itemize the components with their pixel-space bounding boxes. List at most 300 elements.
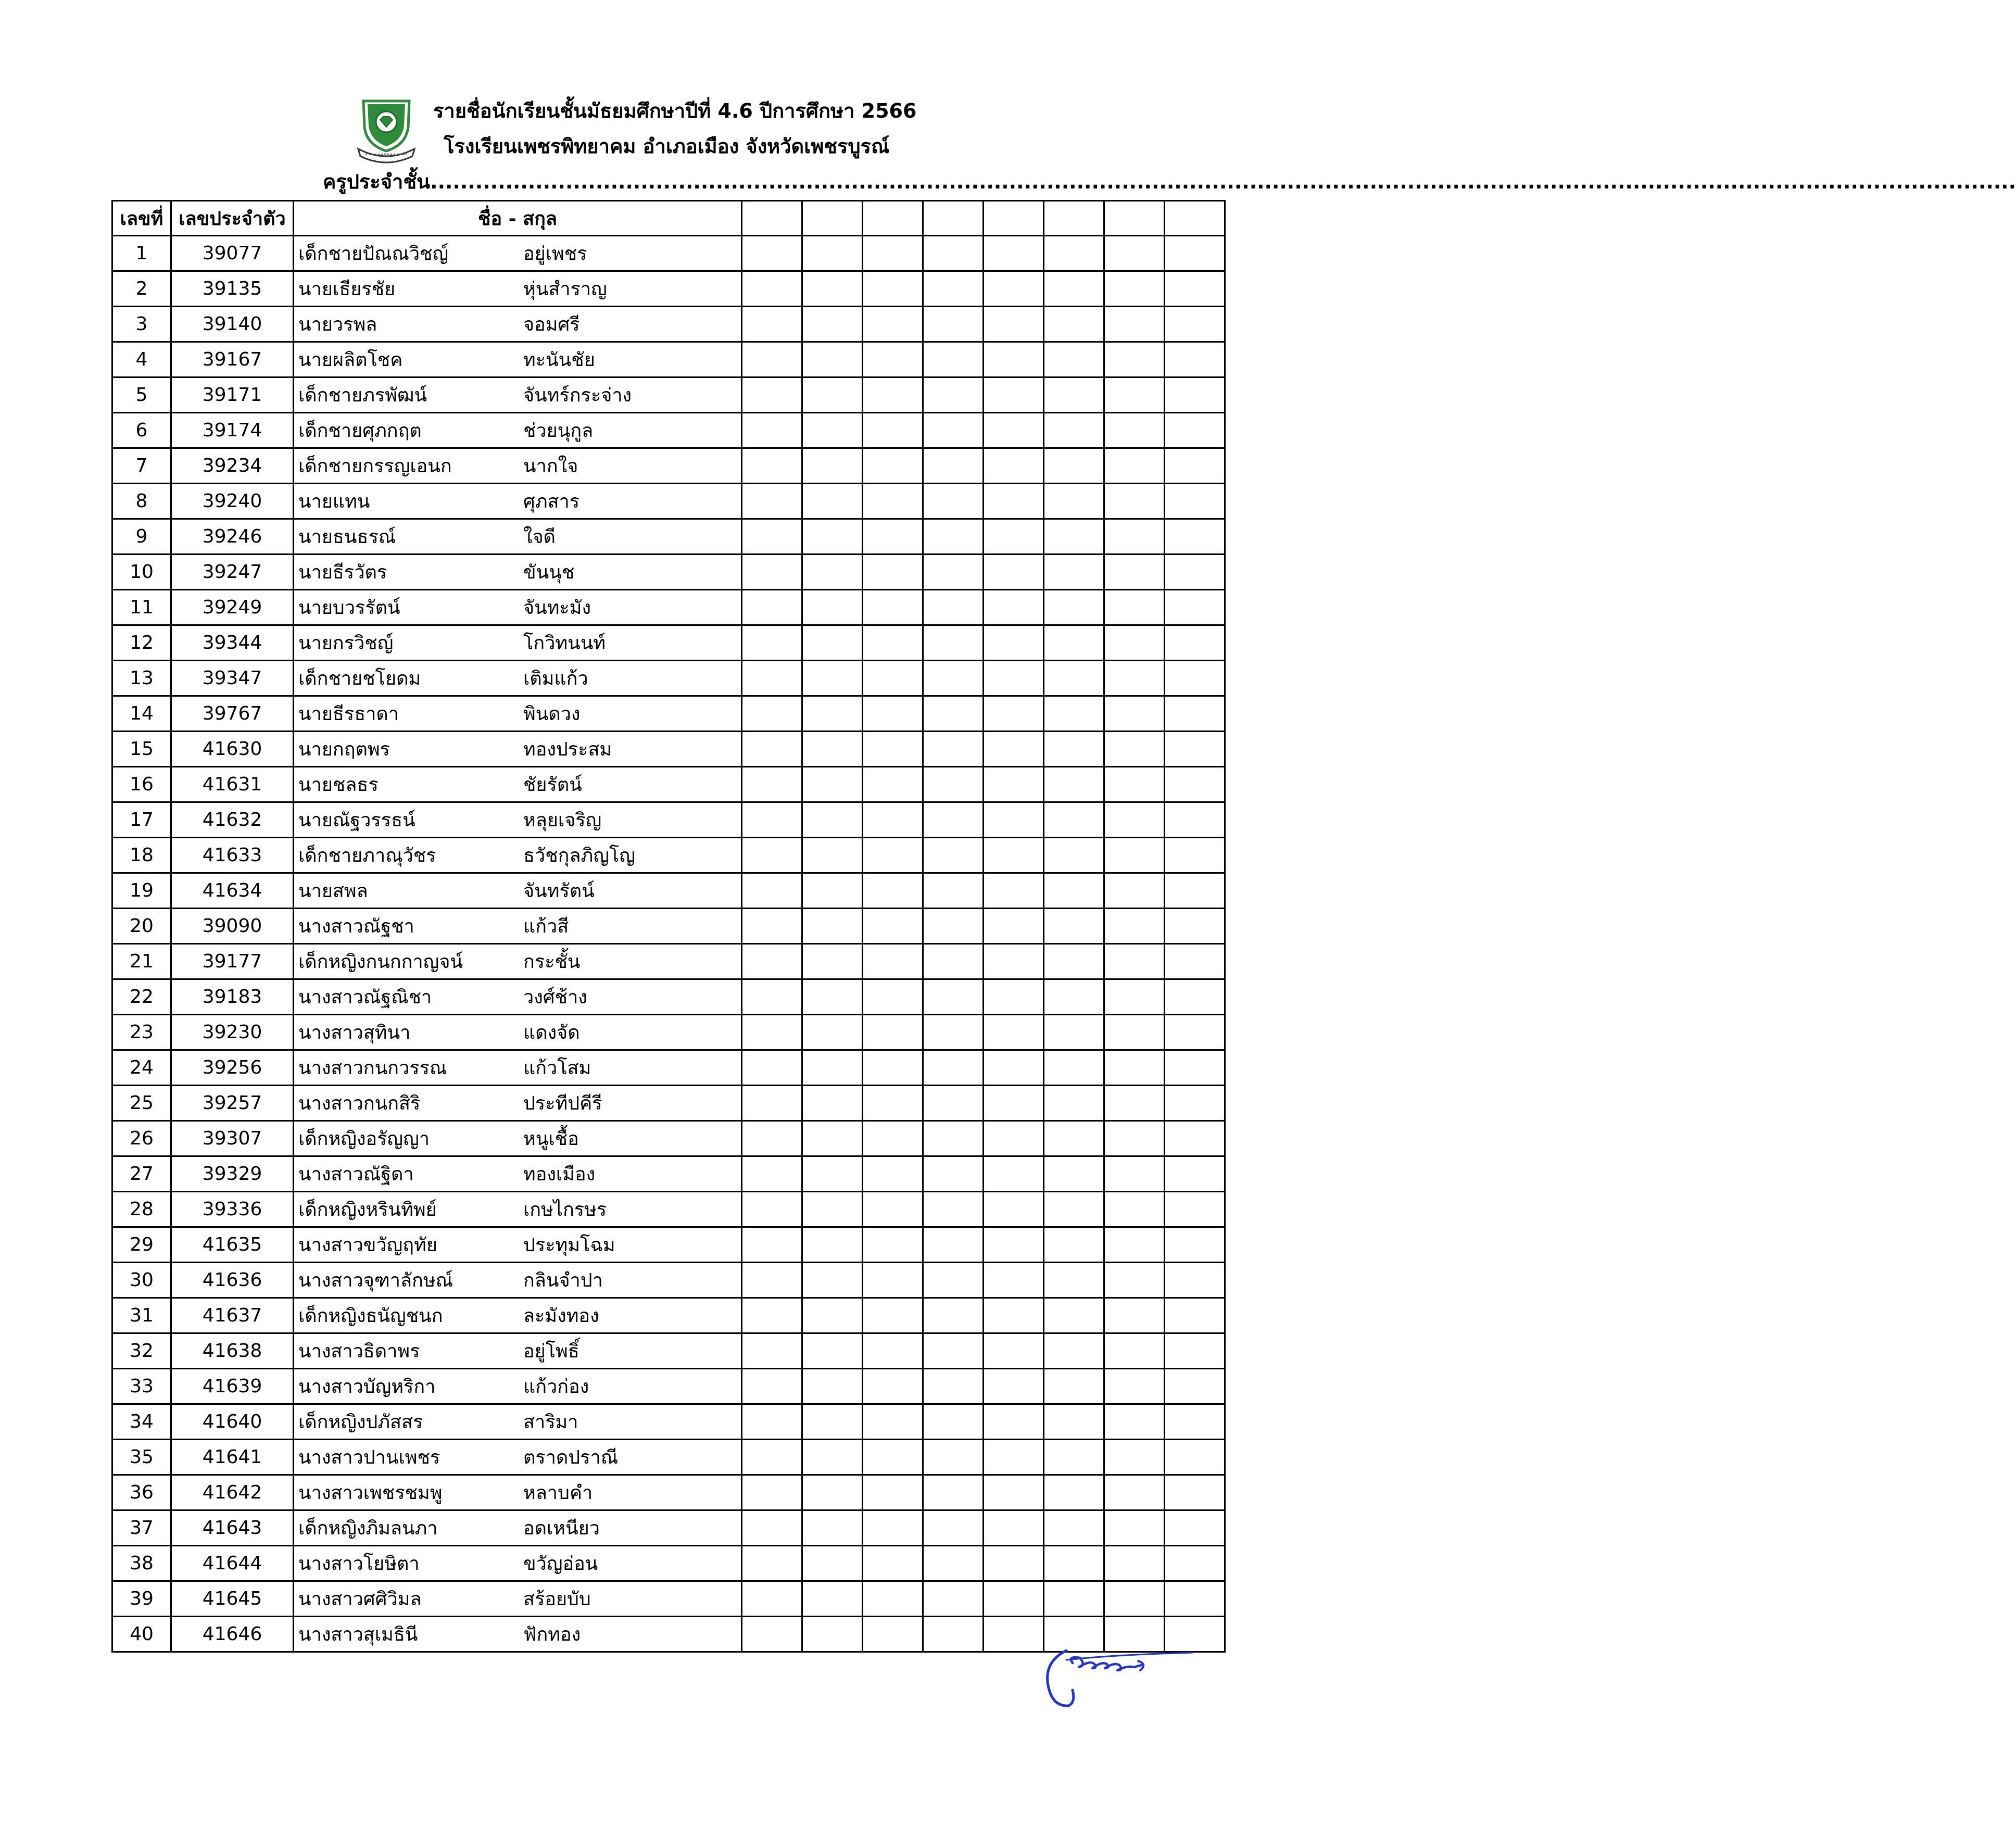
blank-cell <box>923 1050 984 1086</box>
blank-cell <box>742 873 802 909</box>
blank-cell <box>923 873 984 909</box>
student-name <box>294 1050 742 1086</box>
student-name <box>294 413 742 448</box>
blank-cell <box>1044 236 1104 271</box>
blank-cell <box>1044 413 1104 448</box>
blank-cell <box>1044 838 1104 873</box>
blank-cell <box>802 802 863 838</box>
student-id: 41646 <box>171 1617 294 1652</box>
blank-cell <box>1044 307 1104 342</box>
table-row <box>112 236 1225 271</box>
student-name <box>294 1298 742 1333</box>
header-student-id: เลขประจำตัว <box>171 201 294 236</box>
blank-cell <box>802 1333 863 1369</box>
blank-cell <box>984 1050 1044 1086</box>
blank-cell <box>802 1617 863 1652</box>
student-name <box>294 1440 742 1475</box>
table-row <box>112 661 1225 696</box>
student-id: 41631 <box>171 767 294 802</box>
blank-cell <box>1044 1475 1104 1510</box>
blank-cell <box>923 377 984 413</box>
student-id: 39135 <box>171 271 294 307</box>
student-name <box>294 1581 742 1617</box>
row-number: 30 <box>112 1263 171 1298</box>
last-name: หุ่นสำราญ <box>523 279 607 300</box>
student-name <box>294 555 742 590</box>
table-row <box>112 1333 1225 1369</box>
blank-cell <box>802 1121 863 1156</box>
student-name <box>294 802 742 838</box>
student-id: 39090 <box>171 909 294 944</box>
blank-cell <box>1165 1369 1225 1404</box>
blank-cell <box>1104 1333 1165 1369</box>
student-id: 41633 <box>171 838 294 873</box>
last-name: โกวิทนนท์ <box>523 633 606 654</box>
last-name: สาริมา <box>523 1412 578 1433</box>
blank-cell <box>923 555 984 590</box>
blank-cell <box>802 590 863 625</box>
row-number: 25 <box>112 1086 171 1121</box>
row-number: 10 <box>112 555 171 590</box>
last-name: แก้วสี <box>523 916 569 937</box>
first-name: เด็กหญิงอรัญญา <box>298 1128 430 1150</box>
blank-cell <box>1044 1263 1104 1298</box>
student-name <box>294 1263 742 1298</box>
blank-cell <box>1165 342 1225 377</box>
table-row <box>112 555 1225 590</box>
blank-cell <box>923 1581 984 1617</box>
first-name: นายธีรธาดา <box>298 703 399 725</box>
first-name: เด็กชายภรพัฒน์ <box>298 385 427 406</box>
blank-cell <box>863 377 923 413</box>
blank-cell <box>863 979 923 1015</box>
first-name: นายชลธร <box>298 774 379 796</box>
last-name: จันทร์กระจ่าง <box>523 385 632 406</box>
blank-cell <box>1044 1581 1104 1617</box>
blank-cell <box>1165 448 1225 484</box>
blank-cell <box>1044 909 1104 944</box>
blank-cell <box>923 732 984 767</box>
blank-cell <box>923 1546 984 1581</box>
blank-cell <box>802 944 863 979</box>
blank-cell <box>802 838 863 873</box>
blank-cell <box>802 519 863 555</box>
homeroom-teacher-line <box>323 170 2016 194</box>
blank-cell <box>863 413 923 448</box>
row-number: 37 <box>112 1510 171 1546</box>
student-id: 41632 <box>171 802 294 838</box>
blank-cell <box>984 1510 1044 1546</box>
blank-cell <box>802 1581 863 1617</box>
blank-cell <box>742 661 802 696</box>
row-number: 13 <box>112 661 171 696</box>
blank-cell <box>863 1298 923 1333</box>
first-name: นายณัฐวรรธน์ <box>298 810 415 831</box>
blank-cell <box>802 1015 863 1050</box>
first-name: นางสาวณัฐชา <box>298 916 414 937</box>
blank-cell <box>1165 484 1225 519</box>
blank-cell <box>802 696 863 732</box>
blank-cell <box>802 1404 863 1440</box>
blank-cell <box>1165 271 1225 307</box>
blank-cell <box>1044 661 1104 696</box>
first-name: นางสาวจุฑาลักษณ์ <box>298 1270 453 1291</box>
blank-cell <box>1044 944 1104 979</box>
blank-cell <box>1104 1050 1165 1086</box>
blank-cell <box>863 696 923 732</box>
header-blank <box>1165 201 1225 236</box>
blank-cell <box>1104 1298 1165 1333</box>
blank-cell <box>1104 802 1165 838</box>
first-name: นายบวรรัตน์ <box>298 597 400 619</box>
blank-cell <box>1165 377 1225 413</box>
blank-cell <box>802 236 863 271</box>
row-number: 31 <box>112 1298 171 1333</box>
table-row <box>112 838 1225 873</box>
blank-cell <box>984 767 1044 802</box>
blank-cell <box>742 767 802 802</box>
row-number: 24 <box>112 1050 171 1086</box>
first-name: นายกฤตพร <box>298 739 390 760</box>
table-row <box>112 590 1225 625</box>
table-row <box>112 342 1225 377</box>
student-id: 39167 <box>171 342 294 377</box>
blank-cell <box>742 377 802 413</box>
blank-cell <box>923 625 984 661</box>
blank-cell <box>923 307 984 342</box>
student-name <box>294 767 742 802</box>
header-blank <box>984 201 1044 236</box>
first-name: นายแทน <box>298 491 370 512</box>
blank-cell <box>863 1440 923 1475</box>
blank-cell <box>1104 1404 1165 1440</box>
table-row <box>112 1050 1225 1086</box>
blank-cell <box>984 1581 1044 1617</box>
student-id: 41639 <box>171 1369 294 1404</box>
last-name: ฟักทอง <box>523 1624 581 1645</box>
blank-cell <box>802 1298 863 1333</box>
row-number: 1 <box>112 236 171 271</box>
row-number: 7 <box>112 448 171 484</box>
blank-cell <box>802 767 863 802</box>
last-name: ขันนุช <box>523 562 575 583</box>
table-row <box>112 1121 1225 1156</box>
table-row <box>112 802 1225 838</box>
student-name <box>294 625 742 661</box>
blank-cell <box>863 1121 923 1156</box>
last-name: วงศ์ช้าง <box>523 987 587 1008</box>
blank-cell <box>742 1086 802 1121</box>
blank-cell <box>1044 377 1104 413</box>
table-row <box>112 732 1225 767</box>
blank-cell <box>1104 236 1165 271</box>
blank-cell <box>1104 377 1165 413</box>
student-id: 39329 <box>171 1156 294 1192</box>
blank-cell <box>863 1156 923 1192</box>
header-blank <box>802 201 863 236</box>
row-number: 27 <box>112 1156 171 1192</box>
blank-cell <box>1104 1581 1165 1617</box>
blank-cell <box>863 1581 923 1617</box>
blank-cell <box>923 1263 984 1298</box>
student-name <box>294 1227 742 1263</box>
student-name <box>294 1121 742 1156</box>
blank-cell <box>923 590 984 625</box>
row-number: 40 <box>112 1617 171 1652</box>
row-number: 34 <box>112 1404 171 1440</box>
student-id: 39077 <box>171 236 294 271</box>
blank-cell <box>1165 696 1225 732</box>
row-number: 35 <box>112 1440 171 1475</box>
blank-cell <box>802 307 863 342</box>
blank-cell <box>1165 1050 1225 1086</box>
student-name <box>294 271 742 307</box>
student-name <box>294 377 742 413</box>
blank-cell <box>863 661 923 696</box>
row-number: 26 <box>112 1121 171 1156</box>
blank-cell <box>984 944 1044 979</box>
last-name: ทะนันชัย <box>523 349 595 371</box>
blank-cell <box>802 271 863 307</box>
table-row <box>112 1227 1225 1263</box>
blank-cell <box>1104 944 1165 979</box>
blank-cell <box>1165 555 1225 590</box>
table-row <box>112 767 1225 802</box>
blank-cell <box>742 1475 802 1510</box>
blank-cell <box>1104 1156 1165 1192</box>
student-name <box>294 1546 742 1581</box>
student-name <box>294 590 742 625</box>
blank-cell <box>1165 1227 1225 1263</box>
first-name: เด็กหญิงกนกกาญจน์ <box>298 951 463 973</box>
student-id: 41636 <box>171 1263 294 1298</box>
row-number: 20 <box>112 909 171 944</box>
last-name: กลินจำปา <box>523 1270 603 1291</box>
blank-cell <box>1165 519 1225 555</box>
blank-cell <box>984 484 1044 519</box>
blank-cell <box>1044 1050 1104 1086</box>
student-id: 39256 <box>171 1050 294 1086</box>
first-name: เด็กชายชโยดม <box>298 668 421 689</box>
blank-cell <box>863 767 923 802</box>
blank-cell <box>802 1086 863 1121</box>
blank-cell <box>923 271 984 307</box>
blank-cell <box>1165 979 1225 1015</box>
student-name <box>294 1086 742 1121</box>
blank-cell <box>802 1475 863 1510</box>
blank-cell <box>742 1369 802 1404</box>
blank-cell <box>984 1546 1044 1581</box>
header-blank <box>1044 201 1104 236</box>
student-id: 39246 <box>171 519 294 555</box>
blank-cell <box>1044 979 1104 1015</box>
last-name: แดงจัด <box>523 1022 580 1043</box>
row-number: 29 <box>112 1227 171 1263</box>
student-name <box>294 519 742 555</box>
blank-cell <box>1104 342 1165 377</box>
student-id: 41635 <box>171 1227 294 1263</box>
first-name: นายธนธรณ์ <box>298 526 396 548</box>
first-name: เด็กหญิงหรินทิพย์ <box>298 1199 437 1220</box>
blank-cell <box>1165 1510 1225 1546</box>
first-name: เด็กชายปัณณวิชญ์ <box>298 243 449 265</box>
student-id: 39344 <box>171 625 294 661</box>
last-name: เติมแก้ว <box>523 668 588 689</box>
blank-cell <box>1104 1227 1165 1263</box>
first-name: เด็กชายภาณุวัชร <box>298 845 436 866</box>
blank-cell <box>802 1192 863 1227</box>
blank-cell <box>923 1440 984 1475</box>
blank-cell <box>863 1404 923 1440</box>
blank-cell <box>742 1015 802 1050</box>
row-number: 22 <box>112 979 171 1015</box>
student-name <box>294 448 742 484</box>
first-name: นางสาวกนกสิริ <box>298 1093 421 1114</box>
student-id: 39336 <box>171 1192 294 1227</box>
first-name: นางสาวปานเพชร <box>298 1447 440 1468</box>
blank-cell <box>984 909 1044 944</box>
blank-cell <box>802 873 863 909</box>
blank-cell <box>1104 484 1165 519</box>
first-name: นางสาวขวัญฤทัย <box>298 1235 437 1256</box>
blank-cell <box>742 1510 802 1546</box>
first-name: นายเธียรชัย <box>298 279 396 300</box>
student-name <box>294 1617 742 1652</box>
blank-cell <box>923 484 984 519</box>
blank-cell <box>742 1121 802 1156</box>
blank-cell <box>1104 1510 1165 1546</box>
blank-cell <box>742 519 802 555</box>
blank-cell <box>1104 1475 1165 1510</box>
student-id: 41641 <box>171 1440 294 1475</box>
blank-cell <box>802 625 863 661</box>
blank-cell <box>1044 1192 1104 1227</box>
blank-cell <box>802 661 863 696</box>
blank-cell <box>923 838 984 873</box>
student-name <box>294 342 742 377</box>
blank-cell <box>742 1617 802 1652</box>
blank-cell <box>1165 413 1225 448</box>
row-number: 33 <box>112 1369 171 1404</box>
row-number: 12 <box>112 625 171 661</box>
blank-cell <box>1104 909 1165 944</box>
blank-cell <box>1044 1440 1104 1475</box>
blank-cell <box>742 555 802 590</box>
blank-cell <box>742 909 802 944</box>
row-number: 36 <box>112 1475 171 1510</box>
blank-cell <box>984 1227 1044 1263</box>
last-name: หลาบคำ <box>523 1482 593 1504</box>
blank-cell <box>984 1617 1044 1652</box>
last-name: แก้วก่อง <box>523 1376 589 1397</box>
blank-cell <box>802 979 863 1015</box>
blank-cell <box>1104 1546 1165 1581</box>
first-name: นางสาวเพชรชมพู <box>298 1482 443 1504</box>
blank-cell <box>1104 1086 1165 1121</box>
table-row <box>112 1581 1225 1617</box>
last-name: หลุยเจริญ <box>523 810 602 831</box>
last-name: แก้วโสม <box>523 1057 591 1079</box>
blank-cell <box>984 1298 1044 1333</box>
blank-cell <box>742 413 802 448</box>
blank-cell <box>802 413 863 448</box>
blank-cell <box>923 1015 984 1050</box>
blank-cell <box>1165 732 1225 767</box>
student-id: 41638 <box>171 1333 294 1369</box>
student-name <box>294 484 742 519</box>
blank-cell <box>1165 1192 1225 1227</box>
table-row <box>112 413 1225 448</box>
blank-cell <box>923 979 984 1015</box>
last-name: สร้อยบับ <box>523 1589 591 1610</box>
row-number: 4 <box>112 342 171 377</box>
table-row <box>112 696 1225 732</box>
first-name: นางสาวกนกวรรณ <box>298 1057 447 1079</box>
first-name: นางสาวบัญหริกา <box>298 1376 436 1397</box>
blank-cell <box>984 1086 1044 1121</box>
row-number: 9 <box>112 519 171 555</box>
blank-cell <box>1165 661 1225 696</box>
header-blank <box>923 201 984 236</box>
blank-cell <box>1104 555 1165 590</box>
table-row <box>112 1404 1225 1440</box>
last-name: ขวัญอ่อน <box>523 1553 598 1575</box>
blank-cell <box>1165 1475 1225 1510</box>
blank-cell <box>1104 1440 1165 1475</box>
row-number: 38 <box>112 1546 171 1581</box>
blank-cell <box>1165 944 1225 979</box>
student-id: 41645 <box>171 1581 294 1617</box>
blank-cell <box>1044 873 1104 909</box>
table-row <box>112 519 1225 555</box>
last-name: จันทะมัง <box>523 597 591 619</box>
first-name: เด็กหญิงธนัญชนก <box>298 1305 443 1327</box>
blank-cell <box>984 1369 1044 1404</box>
row-number: 32 <box>112 1333 171 1369</box>
last-name: ใจดี <box>523 526 556 548</box>
blank-cell <box>923 342 984 377</box>
row-number: 21 <box>112 944 171 979</box>
blank-cell <box>984 1404 1044 1440</box>
blank-cell <box>863 1369 923 1404</box>
blank-cell <box>1044 271 1104 307</box>
blank-cell <box>742 1333 802 1369</box>
row-number: 14 <box>112 696 171 732</box>
student-id: 39249 <box>171 590 294 625</box>
blank-cell <box>742 732 802 767</box>
blank-cell <box>863 1617 923 1652</box>
blank-cell <box>923 696 984 732</box>
blank-cell <box>802 448 863 484</box>
blank-cell <box>802 732 863 767</box>
blank-cell <box>1104 271 1165 307</box>
blank-cell <box>1104 625 1165 661</box>
blank-cell <box>1044 1121 1104 1156</box>
table-row <box>112 271 1225 307</box>
blank-cell <box>984 236 1044 271</box>
first-name: นายวรพล <box>298 314 377 335</box>
last-name: จอมศรี <box>523 314 580 335</box>
first-name: นางสาวศศิวิมล <box>298 1589 422 1610</box>
table-row <box>112 1475 1225 1510</box>
student-id: 39767 <box>171 696 294 732</box>
row-number: 23 <box>112 1015 171 1050</box>
first-name: เด็กชายศุภกฤต <box>298 420 422 442</box>
row-number: 19 <box>112 873 171 909</box>
blank-cell <box>984 555 1044 590</box>
blank-cell <box>1104 1015 1165 1050</box>
student-name <box>294 909 742 944</box>
